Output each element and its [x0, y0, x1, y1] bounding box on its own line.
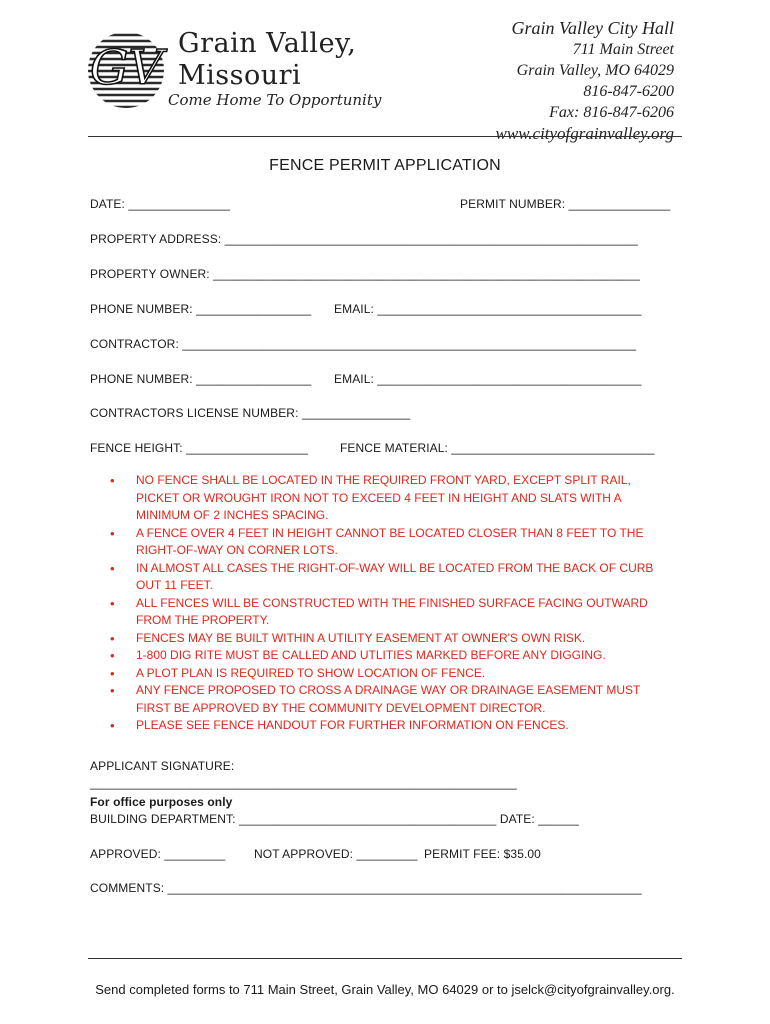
fence-material-field[interactable]: FENCE MATERIAL: ______________________________ [340, 441, 655, 455]
city-logo [86, 26, 386, 116]
rule-item: • FENCES MAY BE BUILT WITHIN A UTILITY EASEMENT AT OWNER'S OWN RISK. [106, 630, 676, 648]
rule-item: • PLEASE SEE FENCE HANDOUT FOR FURTHER INFORMATION ON FENCES. [106, 717, 676, 735]
contractor-field[interactable]: CONTRACTOR: ___________________________________________________________________ [90, 337, 637, 351]
rule-item: • IN ALMOST ALL CASES THE RIGHT-OF-WAY WILL BE LOCATED FROM THE BACK OF CURB OUT 11 FEET. [106, 560, 676, 595]
monogram-text: GV [90, 40, 164, 96]
signature-label: APPLICANT SIGNATURE: [90, 759, 235, 773]
permit-number-field[interactable]: PERMIT NUMBER: _______________ [460, 197, 671, 211]
form-title: FENCE PERMIT APPLICATION [269, 157, 501, 174]
fence-height-field[interactable]: FENCE HEIGHT: __________________ [90, 441, 309, 455]
gv-monogram-icon [86, 26, 176, 116]
city-hall-contact [496, 18, 674, 144]
rule-item: • ALL FENCES WILL BE CONSTRUCTED WITH THE FINISHED SURFACE FACING OUTWARD FROM THE PROPERTY. [106, 595, 676, 630]
property-owner-field[interactable]: PROPERTY OWNER: _______________________________________________________________ [90, 267, 640, 281]
logo-name-line2: Missouri [178, 60, 302, 91]
fence-rules-list [106, 472, 676, 735]
property-address-field[interactable]: PROPERTY ADDRESS: _____________________________________________________________ [90, 232, 638, 246]
contractor-email-field[interactable]: EMAIL: _______________________________________ [334, 372, 642, 386]
contractor-phone-field[interactable]: PHONE NUMBER: _________________ [90, 372, 312, 386]
city-hall-title: Grain Valley City Hall [511, 18, 674, 38]
rule-item: • NO FENCE SHALL BE LOCATED IN THE REQUIRED FRONT YARD, EXCEPT SPLIT RAIL, PICKET OR WROUGHT IRON NOT TO EXCEED 4 FEET IN HEIGHT AND SLATS WITH A MINIMUM OF 2 INCHES SPACING. [106, 472, 676, 525]
signature-line[interactable]: _______________________________________________________________ [90, 776, 517, 790]
owner-email-field[interactable]: EMAIL: _______________________________________ [334, 302, 642, 316]
footer-instructions: Send completed forms to 711 Main Street, Grain Valley, MO 64029 or to jselck@cityofgrainvalley.org. [95, 982, 675, 997]
building-department-field[interactable]: BUILDING DEPARTMENT: ______________________________________ DATE: ______ [90, 812, 579, 826]
comments-field[interactable]: COMMENTS: ______________________________________________________________________ [90, 881, 642, 895]
approved-field[interactable]: APPROVED: _________ [90, 847, 226, 861]
logo-name-line1: Grain Valley, [178, 28, 357, 59]
contractor-license-field[interactable]: CONTRACTORS LICENSE NUMBER: ________________ [90, 406, 411, 420]
owner-phone-field[interactable]: PHONE NUMBER: _________________ [90, 302, 312, 316]
permit-fee: PERMIT FEE: $35.00 [424, 847, 541, 861]
city-hall-street: 711 Main Street [572, 41, 674, 58]
rule-item: • 1-800 DIG RITE MUST BE CALLED AND UTLITIES MARKED BEFORE ANY DIGGING. [106, 647, 676, 665]
city-hall-fax: Fax: 816-847-6206 [549, 104, 674, 121]
rule-item: • A FENCE OVER 4 FEET IN HEIGHT CANNOT BE LOCATED CLOSER THAN 8 FEET TO THE RIGHT-OF-WAY ON CORNER LOTS. [106, 525, 676, 560]
footer-divider [88, 958, 682, 959]
date-field[interactable]: DATE: _______________ [90, 197, 230, 211]
header-divider [88, 136, 682, 137]
not-approved-field[interactable]: NOT APPROVED: _________ [254, 847, 418, 861]
city-hall-website[interactable]: www.cityofgrainvalley.org [495, 124, 674, 143]
rule-item: • ANY FENCE PROPOSED TO CROSS A DRAINAGE WAY OR DRAINAGE EASEMENT MUST FIRST BE APPROVED BY THE COMMUNITY DEVELOPMENT DIRECTOR. [106, 682, 676, 717]
logo-tagline: Come Home To Opportunity [168, 91, 382, 109]
city-hall-phone: 816-847-6200 [583, 83, 674, 100]
office-use-heading: For office purposes only [90, 795, 233, 809]
city-hall-city: Grain Valley, MO 64029 [516, 62, 674, 79]
rule-item: • A PLOT PLAN IS REQUIRED TO SHOW LOCATION OF FENCE. [106, 665, 676, 683]
